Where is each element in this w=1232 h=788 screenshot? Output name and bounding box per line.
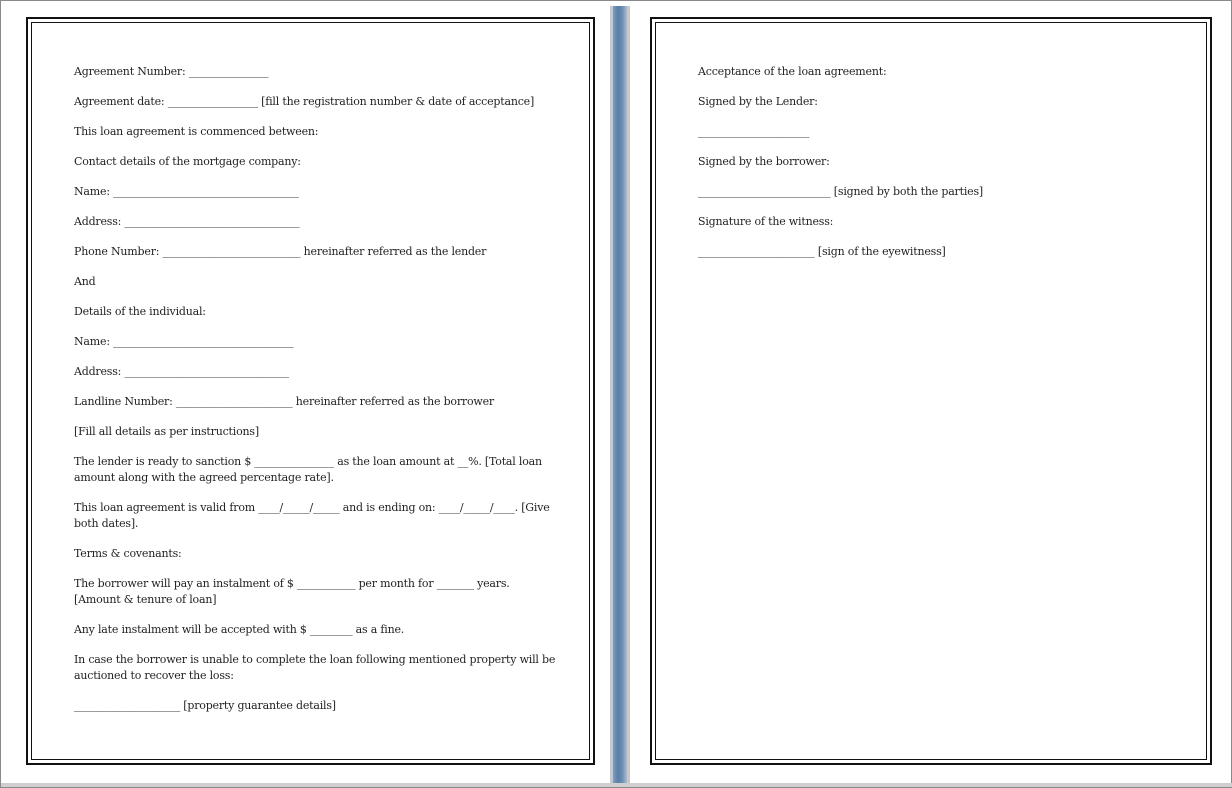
- acceptance-heading: Acceptance of the loan agreement:: [698, 65, 887, 78]
- terms-heading: Terms & covenants:: [74, 547, 182, 560]
- instalment-clause: The borrower will pay an instalment of $ ___________ per month for _______ years. [Amount & tenure of loan]: [74, 577, 513, 606]
- validity-clause: This loan agreement is valid from ____/_____/_____ and is ending on: ____/_____/____. [Give both dates].: [74, 501, 553, 530]
- witness-signature-line: ______________________ [sign of the eyewitness]: [698, 245, 946, 258]
- borrower-signature-label: Signed by the borrower:: [698, 155, 830, 168]
- viewer-bottom-edge: [1, 783, 1232, 787]
- page-2: [630, 6, 1227, 783]
- agreement-date-line: Agreement date: _________________ [fill the registration number & date of acceptance]: [74, 95, 535, 108]
- mortgage-company-heading: Contact details of the mortgage company:: [74, 155, 301, 168]
- late-fine-clause: Any late instalment will be accepted with $ ________ as a fine.: [74, 623, 405, 636]
- borrower-name-line: Name: __________________________________: [74, 335, 294, 348]
- page-2-content: [698, 64, 1168, 274]
- page-divider: [613, 6, 627, 783]
- page-1-content: [74, 64, 559, 728]
- and-line: And: [74, 275, 96, 288]
- instructions-note: [Fill all details as per instructions]: [74, 425, 259, 438]
- lender-signature-line: _____________________: [698, 125, 810, 138]
- lender-phone-line: Phone Number: __________________________ hereinafter referred as the lender: [74, 245, 487, 258]
- auction-clause: In case the borrower is unable to complete the loan following mentioned property will be auctioned to recover the loss:: [74, 653, 559, 682]
- witness-signature-label: Signature of the witness:: [698, 215, 834, 228]
- individual-heading: Details of the individual:: [74, 305, 206, 318]
- lender-address-line: Address: _________________________________: [74, 215, 300, 228]
- borrower-signature-line: _________________________ [signed by both the parties]: [698, 185, 983, 198]
- commenced-between-line: This loan agreement is commenced between:: [74, 125, 319, 138]
- page-1: [6, 6, 610, 783]
- property-guarantee-line: ____________________ [property guarantee details]: [74, 699, 336, 712]
- borrower-address-line: Address: _______________________________: [74, 365, 289, 378]
- loan-amount-clause: The lender is ready to sanction $ _______________ as the loan amount at __%. [Total loan amount along with the agreed percentage rate].: [74, 455, 546, 484]
- borrower-landline-line: Landline Number: ______________________ hereinafter referred as the borrower: [74, 395, 494, 408]
- lender-name-line: Name: ___________________________________: [74, 185, 299, 198]
- lender-signature-label: Signed by the Lender:: [698, 95, 818, 108]
- agreement-number-line: Agreement Number: _______________: [74, 65, 269, 78]
